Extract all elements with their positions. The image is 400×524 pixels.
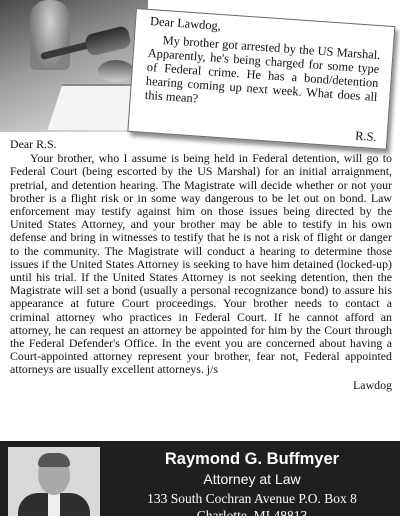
answer-column [10,138,392,392]
reply-body: Your brother, who I assume is being held in Federal detention, will go to Federal Court (being escorted by the US Marshal) for an initial arraignment, pretrial, and detention hearing. The Magistrate will decide whether or not your brother is a flight risk or in some way dangerous to be let out on bond. Law enforcement may testify against him on those issues being directed by the United States Attorney, and your brother may be able to testify in his own defense and bring in witnesses to testify that he is not a risk of flight or danger to the community. The Magistrate will conduct a hearing to determine those issues if the United States Attorney is seeking to have him detained (locked-up) until his trial. If the United States Attorney is not seeking detention, then the Magistrate will set a bond (usually a personal recognizance bond) to assure his appearance at future Court proceedings. Your brother needs to contact a criminal attorney who practices in Federal Court. If he cannot afford an attorney, he can request an attorney be appointed for him by the Court through the Federal Defender's Office. In the event you are concerned about having a Court-appointed attorney represent your brother, fear not, Federal appointed attorneys are usually excellent attorneys. j/s [10,151,392,377]
attorney-ad-banner [0,441,400,523]
reply-salutation: Dear R.S. [10,137,57,151]
attorney-address: 133 South Cochran Avenue P.O. Box 8 [147,491,357,506]
attorney-portrait [8,447,100,516]
attorney-title: Attorney at Law [203,471,301,487]
gavel-icon [84,25,132,57]
reply-signature: Lawdog [353,377,392,392]
question-letter-card [127,8,395,150]
attorney-city: Charlotte, MI 48813 [196,508,308,523]
letter-body: My brother got arrested by the US Marshal. Apparently, he's being charged for some type of Federal crime. He has a bond/detention hearing coming up next week. What does all this mean? [144,32,381,106]
attorney-name: Raymond G. Buffmyer [164,450,340,468]
letter-greeting: Dear Lawdog, [149,14,222,33]
letter-signature: R.S. [354,128,378,145]
law-scales-gavel-photo [0,0,148,132]
